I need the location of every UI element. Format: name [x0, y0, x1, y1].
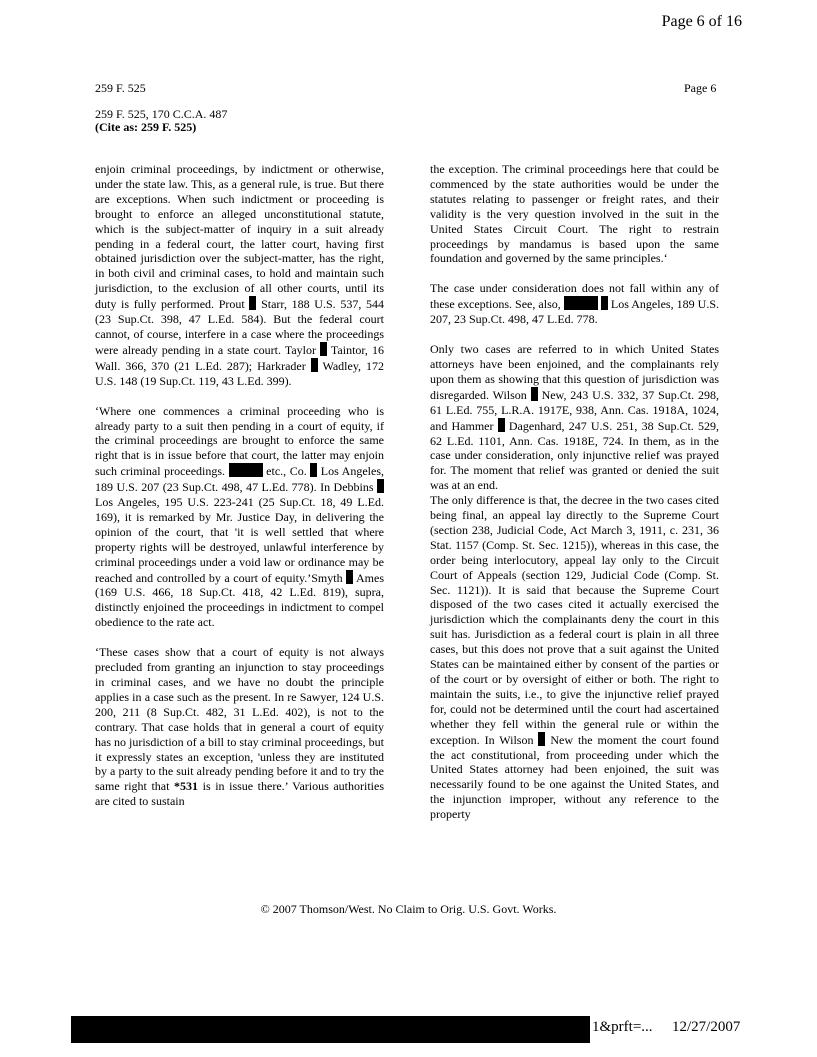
- redaction-bar: [229, 463, 263, 477]
- right-column: [430, 162, 719, 822]
- text-run: Dagenhard, 247 U.S. 251, 38 Sup.Ct. 529, 62 L.Ed. 1101, Ann. Cas. 1918E, 724. In them, as in the case under consideration, only injunctive relief was prayed for. The moment that relief was granted or denied the suit was at an end.: [430, 418, 719, 493]
- redaction-bar: [320, 342, 327, 356]
- paragraph: [430, 342, 719, 493]
- text-run: New the moment the court found the act constitutional, from proceeding under which the United States attorney had been enjoined, the suit was necessarily found to be one against the United States, and the injunction improper, without any reference to the property: [430, 732, 719, 822]
- redaction-bar: [310, 463, 317, 477]
- text-run: Los Angeles, 189 U.S. 207 (23 Sup.Ct. 498, 47 L.Ed. 778). In Debbins: [95, 464, 385, 495]
- text-run: ‘These cases show that a court of equity is not always precluded from granting an injunction to stay proceedings in criminal cases, and we have no doubt the principle applies in a case such as the present. In re Sawyer, 124 U.S. 200, 211 (8 Sup.Ct. 482, 31 L.Ed. 402), is not to the contrary. That case holds that in general a court of equity has no jurisdiction of a bill to stay criminal proceedings, but it expressly states an exception, 'unless they are instituted by a party to the suit already pending before it and to try the same right that: [95, 645, 384, 794]
- text-run: Taintor, 16 Wall. 366, 370 (21 L.Ed. 287); Harkrader: [95, 342, 384, 373]
- left-column: [95, 162, 384, 809]
- redacted-url-bar: [71, 1016, 590, 1043]
- text-run: ‘Where one commences a criminal proceeding who is already party to a suit then pending in a court of equity, if the criminal proceedings are brought to enforce the same right that is in issue before that court, the latter may enjoin such criminal proceedings.: [95, 403, 384, 479]
- redaction-bar: [311, 358, 318, 372]
- page-number: Page 6: [684, 81, 717, 95]
- paragraph: the exception. The criminal proceedings here that could be commenced by the state authorities would be under the statutes relating to passenger or freight rates, and their validity is the very question involved in the suit in the United States Circuit Court. The right to restrain proceedings by mandamus is based upon the same foundation and governed by the same principles.‘: [430, 162, 719, 266]
- paragraph: [95, 162, 384, 389]
- print-date: 12/27/2007: [672, 1019, 741, 1035]
- text-run: enjoin criminal proceedings, by indictment or otherwise, under the state law. This, as a general rule, is true. But there are exceptions. When such indictment or proceeding is brought to enforce an alleged unconstitutional statute, which is the subject-matter of inquiry in a suit already pending in a federal court, the latter court, having first obtained jurisdiction over the subject-matter, has the right, in both civil and criminal cases, to hold and maintain such jurisdiction, to the exclusion of all other courts, until its duty is fully performed. Prout: [95, 162, 384, 312]
- text-run: The case under consideration does not fall within any of these exceptions. See, also,: [430, 281, 719, 312]
- text-run: Wadley, 172 U.S. 148 (19 Sup.Ct. 119, 43 L.Ed. 399).: [95, 358, 385, 388]
- text-run: etc., Co.: [266, 464, 307, 479]
- paragraph: [430, 281, 719, 327]
- cite-as-line: (Cite as: 259 F. 525): [95, 120, 197, 134]
- text-run: New, 243 U.S. 332, 37 Sup.Ct. 298, 61 L.Ed. 755, L.R.A. 1917E, 938, Ann. Cas. 1918A, 1024, and Hammer: [430, 387, 720, 433]
- redaction-bar: [601, 296, 608, 310]
- paragraph: [95, 404, 384, 631]
- text-run: Los Angeles, 189 U.S. 207, 23 Sup.Ct. 498, 47 L.Ed. 778.: [430, 297, 720, 327]
- redaction-bar: [564, 296, 598, 310]
- copyright-footer: © 2007 Thomson/West. No Claim to Orig. U.S. Govt. Works.: [260, 902, 557, 916]
- paragraph: [430, 493, 719, 822]
- citation-line: 259 F. 525, 170 C.C.A. 487: [95, 107, 228, 121]
- paragraph: [95, 645, 384, 809]
- star-page-marker: *531: [174, 779, 199, 794]
- citation-block: [95, 108, 227, 134]
- text-run: Los Angeles, 195 U.S. 223-241 (25 Sup.Ct. 18, 49 L.Ed. 169), it is remarked by Mr. Justice Day, in delivering the opinion of the court, that 'it is well settled that where property rights will be destroyed, unlawful interference by criminal proceedings under a void law or ordinance may be reached and controlled by a court of equity.’Smyth: [95, 495, 384, 585]
- redaction-bar: [377, 479, 384, 493]
- page-indicator: Page 6 of 16: [661, 13, 742, 30]
- text-run: is in issue there.’ Various authorities are cited to sustain: [95, 779, 385, 809]
- redaction-bar: [538, 732, 545, 746]
- text-run: Ames (169 U.S. 466, 18 Sup.Ct. 418, 42 L.Ed. 819), supra, distinctly enjoined the proceedings in indictment to compel obedience to the rate act.: [95, 570, 385, 630]
- url-fragment: 1&prft=...: [592, 1019, 653, 1035]
- redaction-bar: [531, 387, 538, 401]
- citation-header: 259 F. 525: [95, 81, 146, 95]
- redaction-bar: [249, 296, 256, 310]
- text-run: Starr, 188 U.S. 537, 544 (23 Sup.Ct. 398, 47 L.Ed. 584). But the federal court cannot, of course, interfere in a case where the proceedings were already pending in a state court. Taylor: [95, 297, 385, 357]
- redaction-bar: [498, 418, 505, 432]
- text-run: The only difference is that, the decree in the two cases cited being final, an appeal lay directly to the Supreme Court (section 238, Judicial Code, Act March 3, 1911, c. 231, 36 Stat. 1157 (Comp. St. Sec. 1215)), whereas in this case, the order being interlocutory, appeal lay only to the Circuit Court of Appeals (section 129, Judicial Code (Comp. St. Sec. 1121)). It is said that because the Supreme Court disposed of the two cases cited it actually exercised the jurisdiction which the complainants deny the court in this suit has. Jurisdiction as a federal court is plain in all three cases, but this does not prove that a suit against the United States can be maintained either by consent of the parties or of the court or by oversight of either or both. The right to maintain the suits, i.e., to give the injunctive relief prayed for, could not be determined until the court had ascertained whether they fell within the general rule or within the exception. In Wilson: [430, 493, 719, 747]
- text-run: Only two cases are referred to in which United States attorneys have been enjoined, and the complainants rely upon them as showing that this question of jurisdiction was disregarded. Wilson: [430, 342, 719, 402]
- redaction-bar: [346, 570, 353, 584]
